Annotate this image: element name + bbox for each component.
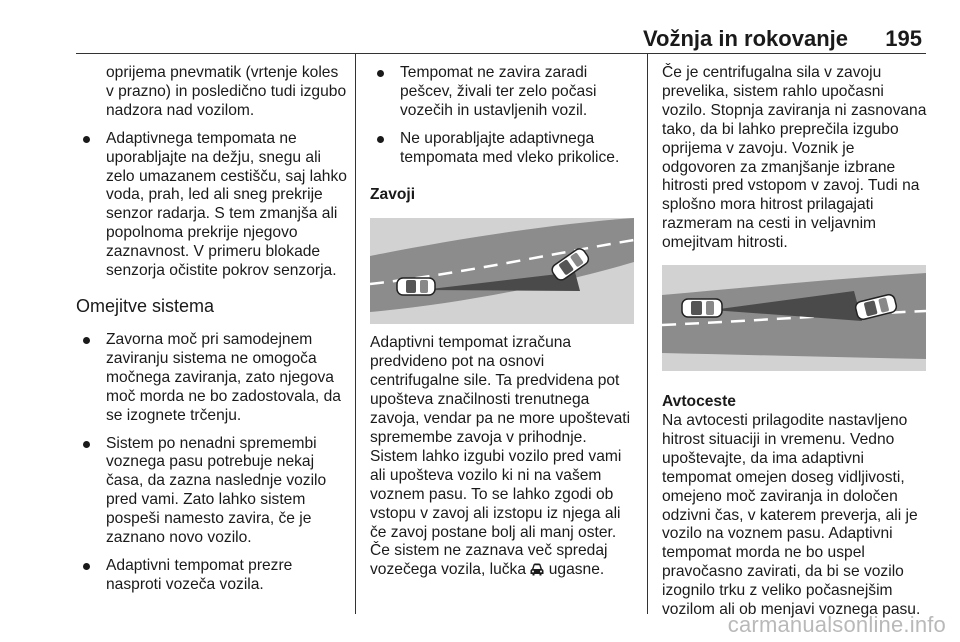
- section-heading-curves: Zavoji: [370, 185, 416, 203]
- highways-paragraph: Na avtocesti prilagodite nastavljeno hitrost situaciji in vremenu. Vedno upoštevajte, da ima adaptivni tempomat omejen doseg vidljivosti, omejeno moč zaviranja in določen odzivni čas, v katerem preverja, ali je vozilo na voznem pasu. Adaptivni tempomat morda ne bo uspel pravočasno zavirati, da bi se vozilo izognilo trku z veliko počasnejšim vozilom ali ob menjavi voznega pasu.: [662, 411, 921, 619]
- vehicle-ahead-indicator-icon: [530, 563, 544, 582]
- page-number: 195: [885, 26, 922, 51]
- bullet-list-limitations: [76, 331, 348, 595]
- bullet-list-weather: [76, 130, 348, 281]
- watermark: carmanualsonline.info: [727, 612, 946, 637]
- continuation-paragraph: oprijema pnevmatik (vrtenje koles v prazno) in posledično tudi izgubo nadzora nad vozilom.: [106, 64, 347, 119]
- curves-paragraph: [370, 334, 634, 582]
- list-item: Ne uporabljajte adaptivnega tempomata med vleko prikolice.: [370, 130, 634, 168]
- lane-change-illustration: [662, 265, 926, 371]
- curves-text-end: ugasne.: [548, 561, 605, 579]
- list-item: Zavorna moč pri samodejnem zaviranju sistema ne omogoča močnega zaviranja, zato njegova moč morda ne bo zadostovala, da se izognete trčenju.: [76, 331, 348, 426]
- column-divider-2: [647, 54, 648, 614]
- section-heading-limitations: Omejitve sistema: [76, 295, 215, 316]
- list-item: Sistem po nenadni spremembi voznega pasu potrebuje nekaj časa, da zazna naslednje vozilo pred vami. Zato lahko sistem pospeši namesto zavira, če je zaznano novo vozilo.: [76, 435, 348, 548]
- page-header: [0, 0, 960, 54]
- curves-text: Adaptivni tempomat izračuna predvideno pot na osnovi centrifugalne sile. Ta predvidena pot upošteva značilnosti trenutnega zavoja, vendar pa ne more upoštevati spremembe zavoja v prihodnje. Sistem lahko izgubi vozilo pred vami ali upošteva vozilo ki ni na vašem voznem pasu. To se lahko zgodi ob vstopu v zavoj ali izstopu iz njega ali če zavoj postane bolj ali manj oster. Če sistem ne zaznava več spredaj vozečega vozila, lučka: [370, 334, 631, 579]
- bullet-list-cruise: [370, 64, 634, 168]
- list-item: Tempomat ne zavira zaradi pešcev, živali ter zelo počasi vozečih in ustavljenih vozil.: [370, 64, 634, 121]
- section-heading-highways: Avtoceste: [662, 393, 736, 411]
- column-1: [76, 64, 348, 604]
- header-rule: [76, 53, 926, 54]
- list-item: Adaptivnega tempomata ne uporabljajte na dežju, snegu ali zelo umazanem cestišču, saj lahko voda, prah, led ali sneg prekrije senzor radarja. S tem zmanjša ali popolnoma prekrije njegovo zaznavnost. V primeru blokade senzorja očistite pokrov senzorja.: [76, 130, 348, 281]
- column-2: [370, 64, 634, 582]
- column-divider-1: [355, 54, 356, 614]
- list-item: Adaptivni tempomat prezre nasproti vozeča vozila.: [76, 557, 348, 595]
- column-3: [662, 64, 930, 620]
- page-title: Vožnja in rokovanje: [643, 26, 848, 51]
- curve-illustration: [370, 218, 634, 324]
- centrifugal-paragraph: Če je centrifugalna sila v zavoju prevelika, sistem rahlo upočasni vozilo. Stopnja zaviranja ni zasnovana tako, da bi lahko preprečila izgubo oprijema v zavoju. Voznik je odgovoren za zmanjšanje izbrane hitrosti pred vstopom v zavoj. Tudi na splošno mora hitrost prilagajati razmeram na cesti in veljavnim omejitvam hitrosti.: [662, 64, 927, 252]
